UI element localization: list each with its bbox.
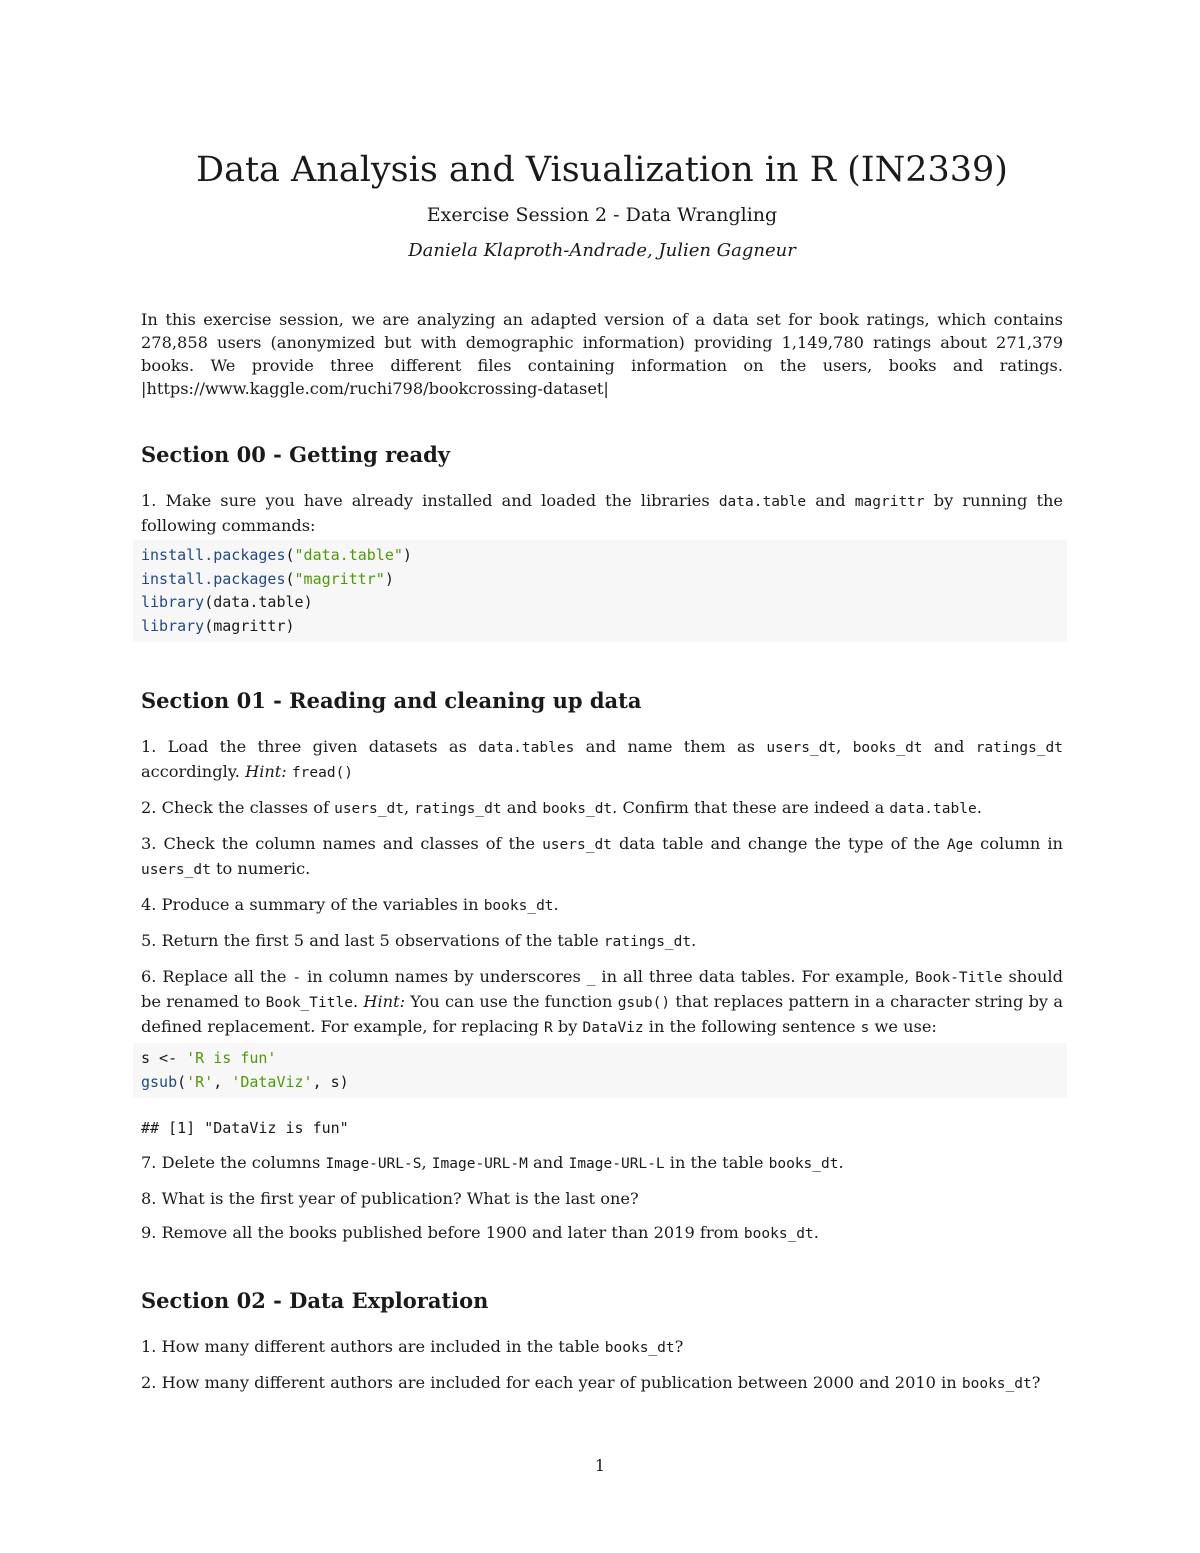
s01-item-1: 1. Load the three given datasets as data.tables and name them as users_dt, books_dt and ratings_dt accordingly. Hint: fread() [141, 737, 1064, 781]
s01-item-3: 3. Check the column names and classes of the users_dt data table and change the type of the Age column in users_dt to numeric. [141, 834, 1063, 878]
s02-item-2: 2. How many different authors are included for each year of publication between 2000 and 2010 in books_dt? [141, 1373, 1041, 1392]
page-number: 1 [594, 1456, 606, 1475]
s01-item-6: 6. Replace all the - in column names by underscores _ in all three data tables. For example, Book-Title should be renamed to Book_Title. Hint: You can use the function gsub() that replaces pattern in a character string by a defined replacement. For example, for replacing R by DataViz in the following sentence s we use: [141, 967, 1063, 1036]
document-page [141, 140, 1063, 1396]
s01-item-9: 9. Remove all the books published before 1900 and later than 2019 from books_dt. [141, 1223, 819, 1242]
intro-paragraph: In this exercise session, we are analyzing an adapted version of a data set for book ratings, which contains 278,858 users (anonymized but with demographic information) providing 1,149,780 ratings about 271,379 books. We provide three different files containing information on the users, books and ratings. |https://www.kaggle.com/ruchi798/bookcrossing-dataset| [141, 310, 1063, 398]
section-00-heading: Section 00 - Getting ready [141, 442, 450, 467]
s02-item-1: 1. How many different authors are included in the table books_dt? [141, 1337, 684, 1356]
page-subtitle: Exercise Session 2 - Data Wrangling [426, 204, 778, 226]
s00-item-1: 1. Make sure you have already installed and loaded the libraries data.table and magrittr by running the following commands: [141, 491, 1063, 535]
s00-code-block: install.packages("data.table") install.packages("magrittr") library(data.table) library(magrittr) [133, 540, 1067, 642]
page-title: Data Analysis and Visualization in R (IN2339) [196, 150, 1008, 190]
authors: Daniela Klaproth-Andrade, Julien Gagneur [408, 240, 796, 261]
s01-item-8: 8. What is the first year of publication? What is the last one? [141, 1189, 639, 1208]
code-output: ## [1] "DataViz is fun" [141, 1119, 349, 1137]
section-01-heading: Section 01 - Reading and cleaning up data [141, 688, 642, 713]
s01-item-2: 2. Check the classes of users_dt, ratings_dt and books_dt. Confirm that these are indeed a data.table. [141, 798, 982, 817]
s01-item-7: 7. Delete the columns Image-URL-S, Image-URL-M and Image-URL-L in the table books_dt. [141, 1153, 844, 1172]
s01-code-block: s <- 'R is fun' gsub('R', 'DataViz', s) [133, 1043, 1067, 1098]
s01-item-5: 5. Return the first 5 and last 5 observations of the table ratings_dt. [141, 931, 697, 950]
section-02-heading: Section 02 - Data Exploration [141, 1288, 489, 1313]
s01-item-4: 4. Produce a summary of the variables in books_dt. [141, 895, 559, 914]
